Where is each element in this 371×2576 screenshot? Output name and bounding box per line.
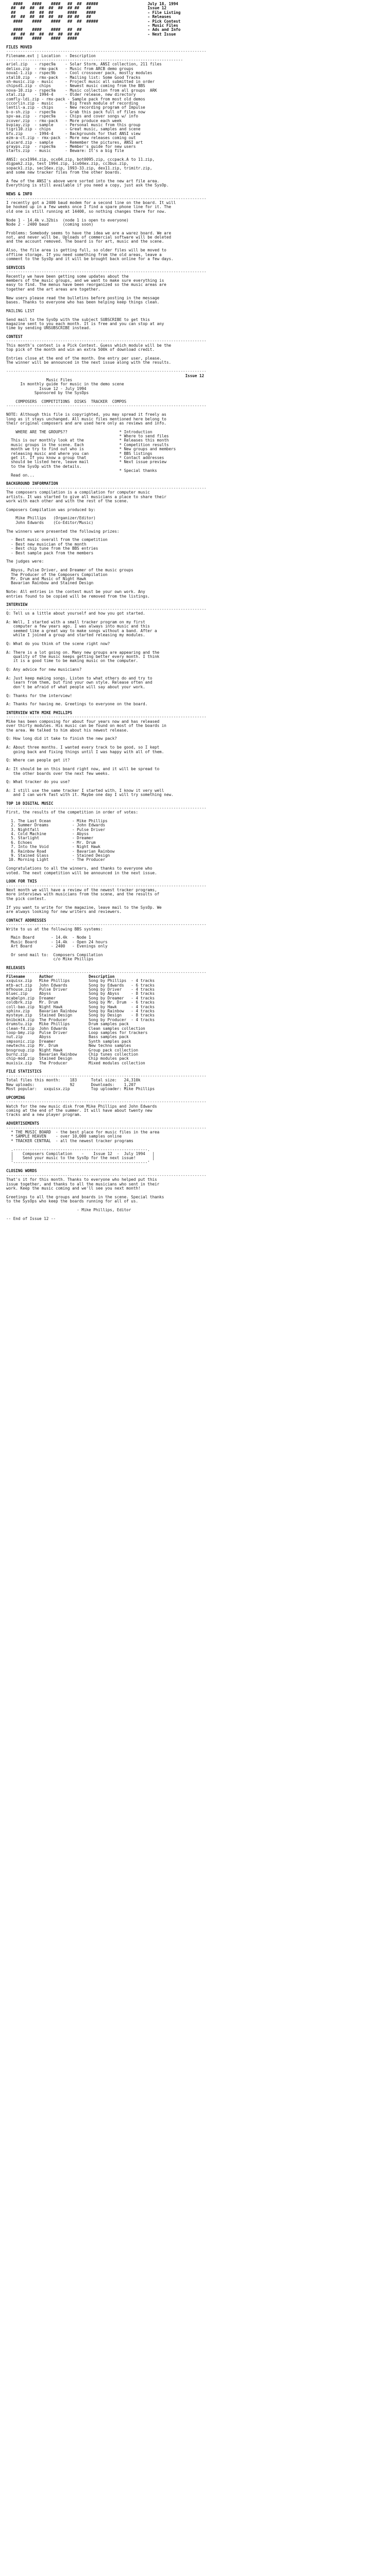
section-line: tigri10.zip - chips - Great music, samples and scene: [6, 127, 141, 132]
release-row: xxquisx.zip Mike Phillips Song by Phillips - 4 tracks: [6, 978, 155, 984]
section-line: nova1-1.zip - rspec9b - Cool crossover pack, mostly modules: [6, 71, 153, 76]
section-line: [6, 304, 365, 309]
spacer: [6, 1117, 365, 1122]
section-line: Mike has been composing for about four years now and has released: [6, 719, 160, 724]
section-title: FILES MOVED: [6, 44, 32, 49]
section-title: RELEASES: [6, 965, 25, 971]
section-line: seemed like a great way to make songs without a band. After a: [6, 628, 157, 633]
divider: -------------------------------------------------------------------------------------: [6, 606, 207, 612]
section-line: Note: All entries in the contest must be your own work. Any: [6, 589, 145, 595]
section-line: Node 2 - 2400 baud (coming soon): [6, 222, 94, 227]
section-line: members of the music groups, and we want to make sure everything is: [6, 278, 164, 283]
section-line: Q: Where can people get it?: [6, 758, 70, 763]
section-line: 4. Cold Machine - Abyss: [6, 832, 89, 836]
section-line: Composers Compilation was produced by:: [6, 507, 96, 512]
release-row: bnsgroup.zip Night Hawk Group pack collection: [6, 1047, 139, 1053]
column-right-line: * Where to send files: [114, 434, 169, 439]
release-row: bnibcmik.zip The Producer Song by Producer - 4 tracks: [6, 1017, 155, 1022]
section-line: old one is still running at 14400, so nothing changes there for now.: [6, 209, 166, 214]
release-row: loop-bmy.zip Pulse Driver Loop samples for trackers: [6, 1030, 148, 1035]
divider: -------------------------------------------------------------------------------------: [6, 269, 207, 275]
divider: -------------------------------------------------------------------------------------: [6, 1073, 207, 1078]
section-line: alucard.zip - sample - Remember the pictures, ANSI art: [6, 140, 143, 145]
section-line: 10. Morning Light - The Producer: [6, 857, 106, 862]
section-title: BACKGROUND INFORMATION: [6, 481, 58, 486]
section-line: - Best music overall from the competition: [6, 537, 108, 543]
logo-row: #### #### #### ## ## #####: [6, 19, 148, 24]
logo-row: #### #### #### ## ## #####: [6, 2, 148, 6]
spacer: [6, 798, 365, 802]
release-row: clean-fd.zip John Edwards Clean samples collection: [6, 1026, 145, 1031]
section-line: Watch for the new music disk from Mike Phillips and John Edwards: [6, 1104, 157, 1109]
toc-item: - Releases: [147, 14, 172, 20]
section-line: This month's contest is a Pick Contest. Guess which module will be the: [6, 343, 172, 348]
section-line: Also, the file area is getting full, so older files will be moved to: [6, 248, 166, 253]
masthead-line: [6, 37, 365, 41]
section-line: Filename.ext | Location - Description: [6, 53, 96, 58]
section-line: ezm-a-ct.zip - rmx-pack - More new releases coming out: [6, 135, 136, 141]
spacer: [6, 1165, 365, 1169]
section-line: A: Well, I started with a small tracker program on my first: [6, 619, 145, 624]
section-line: 9. Stained Glass - Stained Design: [6, 853, 110, 858]
release-row: mfhouse.zip Pulse Driver Song by Driver - 4 tracks: [6, 987, 155, 992]
section-line: Q: Any advice for new musicians?: [6, 667, 82, 672]
spacer: [6, 914, 365, 918]
spacer: [6, 962, 365, 966]
section-line: and some new tracker files from the other boards.: [6, 170, 122, 175]
divider: -------------------------------------------------------------------------------------: [6, 1099, 207, 1105]
release-row: mcabelpn.zip Dreamer Song by Dreamer - 4 tracks: [6, 995, 155, 1001]
section-line: lentil-a.zip - chips - New recording program of Impulse: [6, 105, 145, 110]
spacer: [6, 331, 365, 335]
section-line: are always looking for new writers and reviewers.: [6, 909, 122, 914]
section-line: not, and never will be. Uploads of commercial software will be deleted: [6, 235, 172, 240]
magazine-document: [6, 2, 365, 2576]
section-line: quality of the music keeps getting better every month. I think: [6, 654, 160, 659]
section-line: artists. It was started to give all musicians a place to share their: [6, 494, 166, 499]
section-line: New uploads: 92 Downloads: 1,207: [6, 1082, 136, 1087]
release-row: muxisix.zip The Producer Mixed modules collection: [6, 1060, 145, 1065]
toc-item: - File Listing: [147, 10, 181, 15]
section-line: A few of the ANSI's above were sorted into the new art file area.: [6, 179, 160, 184]
section-line: xtal10.zip - rmx-pack - Mailing list: Some Good Tracks: [6, 75, 141, 80]
section-line: don't be afraid of what people will say about your work.: [6, 684, 145, 689]
section-line: Art Board - 2400 - Evenings only: [6, 944, 108, 949]
section-line: computer a few years ago. I was always into music and this: [6, 624, 150, 629]
divider: -------------------------------------------------------------------------------------: [6, 1125, 207, 1130]
section-title: CONTEST: [6, 334, 23, 340]
section-line: cccorlin.zip - music - Big fresh module of recording: [6, 100, 139, 106]
section-line: comfly-ldi.zip - rmx-pack - Sample pack from most old demos: [6, 96, 145, 101]
section-line: 1. The Last Ocean - Mike Phillips: [6, 818, 108, 823]
section-line: nova-10.zip - rspec9a - Music collection from all groups ARK: [6, 88, 157, 93]
section-line: it is a good time to be making music on the computer.: [6, 658, 139, 664]
section-line: Next month we will have a review of the newest tracker programs,: [6, 888, 157, 893]
section-line: 6. Echoes - Mr. Drum: [6, 840, 96, 845]
section-line: time by sending UNSUBSCRIBE instead.: [6, 326, 91, 331]
section-line: ---------------------------------------------------------------------------: [6, 58, 183, 63]
issue-label: Issue 12: [147, 6, 166, 11]
section-line: First, the results of the competition in order of votes:: [6, 810, 139, 815]
section-line: more interviews with musicians from the scene, and the results of: [6, 892, 160, 897]
section-line: bvpiay.zip - sample - Personal music from this group: [6, 122, 141, 127]
section-line: | Composers Compilation - Issue 12 - July 1994 |: [6, 1151, 155, 1156]
release-row: coll-bao.zip Night Hawk Song by Hawk - 4 tracks: [6, 1004, 155, 1009]
masthead-logo: [6, 2, 365, 41]
section-line: Most popular: xxquisx.zip Top uploader: Mike Phillips: [6, 1087, 155, 1092]
column-right-line: * Next issue preview: [114, 460, 166, 465]
section-line: be hooked up in a few weeks once I find a spare phone line for it. The: [6, 205, 172, 210]
section-line: Send mail to the SysOp with the subject SUBSCRIBE to get this: [6, 317, 150, 322]
section-line: chipsd1.zip - chips - Newest music coming from the BBS: [6, 83, 145, 89]
section-line: Node 1 - 14.4k v.32bis (node 1 is open to everyone): [6, 217, 129, 223]
release-row: mtb-act.zip John Edwards Song by Edwards - 6 tracks: [6, 982, 155, 988]
section-line: work with each other and with the rest of the scene.: [6, 498, 129, 503]
column-left-line: This is our monthly look at the: [6, 438, 115, 443]
spacer: [6, 478, 365, 482]
release-row: nut.zip Abyss Bass samples pack: [6, 1035, 129, 1040]
logo-row: ## ## ## ## ## ## ## ## ##: [6, 6, 148, 11]
releases-header: Filename Author Description: [6, 974, 115, 979]
section-title: UPCOMING: [6, 1095, 25, 1100]
section-line: I recently got a 2400 baud modem for a second line on the board. It will: [6, 200, 176, 205]
notice-line: NOTE: Although this file is copyrighted, you may spread it freely as: [6, 412, 166, 417]
section-line: The Producer of the Composers Compilation: [6, 572, 108, 577]
panel-issue-number: Issue 12: [6, 373, 205, 378]
toc-item: - Ads and Info: [147, 27, 181, 32]
section-line: [6, 1212, 365, 1216]
column-right-line: * Special thanks: [114, 468, 157, 473]
spacer: [6, 188, 365, 192]
section-line: while I joined a group and started releasing my modules.: [6, 633, 145, 638]
spacer: [6, 41, 365, 45]
section-line: * SAMPLE HEAVEN - over 10,000 samples online: [6, 1134, 122, 1139]
section-line: comment to the SysOp and it will be brought back online for a few days.: [6, 257, 174, 262]
spacer: [6, 1091, 365, 1095]
release-row: sphinx.zip Bavarian Rainbow Song by Rainbow - 4 tracks: [6, 1009, 155, 1014]
section-line: delixo.zip - rmx-pack - Music from ARCB demo groups: [6, 66, 133, 71]
column-right-line: * New groups and members: [114, 447, 176, 452]
section-line: going back and fixing things until I was happy with all of them.: [6, 749, 164, 754]
panel-line: Sponsored by the SysOps: [6, 391, 89, 396]
spacer: [6, 875, 365, 879]
divider: -------------------------------------------------------------------------------------: [6, 485, 207, 490]
divider: -------------------------------------------------------------------------------------: [6, 338, 207, 344]
column-right-line: * Contact addresses: [114, 455, 164, 461]
panel-line: COMPOSERS COMPETITIONS DISKS TRACKER COMPOS: [6, 399, 127, 404]
section-line: top pick of the month and win an extra 500k of download credit.: [6, 347, 155, 352]
section-line: voted. The next competition will be announced in the next issue.: [6, 870, 157, 875]
release-row: chip-mod.zip Stained Design Chip modules pack: [6, 1056, 129, 1061]
section-line: Mike Phillips (Organizer/Editor): [6, 516, 96, 521]
section-line: bfx.zip - 1994-4 - Backgrounds for that ANSI view: [6, 131, 141, 136]
section-line: Congratulations to all the winners, and thanks to everyone who: [6, 866, 153, 871]
logo-row: #### #### #### ####: [6, 36, 148, 41]
section-title: ADVERTISEMENTS: [6, 1121, 40, 1126]
section-line: c/o Mike Phillips: [6, 957, 94, 962]
spacer: [6, 599, 365, 603]
column-right-line: * Competition results: [114, 442, 169, 447]
column-left-line: music groups in the scene. Each: [6, 442, 115, 447]
section-line: digpak2.zip, test 1994.zip, 1cx04ex.zip, cc3bus.zip,: [6, 161, 129, 166]
section-line: New users please read the bulletins before posting in the message: [6, 295, 160, 300]
section-title: FILE STATISTICS: [6, 1069, 42, 1074]
section-line: - Best chip tune from the BBS entries: [6, 546, 98, 551]
divider: -------------------------------------------------------------------------------------: [6, 883, 207, 888]
section-line: to the SysOps who keep the boards running for all of us.: [6, 1199, 139, 1204]
release-row: newtechs.zip Mr. Drum New techno samples: [6, 1043, 131, 1048]
section-line: sh-music.zip - music - Project music all submitted in order: [6, 79, 155, 84]
section-line: - Best sample pack from the members: [6, 550, 94, 555]
section-line: Q: What do you think of the scene right now?: [6, 641, 110, 646]
section-line: coming at the end of the summer. It will have about twenty new: [6, 1108, 153, 1113]
column-left-line: Read on...: [6, 472, 115, 478]
column-left-line: get it. If you know a group that: [6, 455, 115, 461]
divider: -------------------------------------------------------------------------------------: [6, 1173, 207, 1178]
section-line: Q: What tracker do you use?: [6, 779, 70, 785]
issue-date: July 18, 1994: [147, 2, 178, 6]
section-line: zcover.zip - rmx-pack - More produce each week: [6, 118, 122, 123]
divider: -------------------------------------------------------------------------------------: [6, 196, 207, 201]
toc-item: - Pick Contest: [147, 19, 181, 24]
section-line: '---------------------------------------------------------': [6, 1160, 150, 1165]
section-line: Bavarian Rainbow and Stained Design: [6, 581, 94, 586]
section-line: sopack1.zip, sec16ex.zip, 1993-33.zip, dex11.zip, trimitr.zip,: [6, 165, 153, 171]
release-row: drumstu.zip Mike Phillips Drum samples pack: [6, 1022, 129, 1027]
section-line: Problems: Somebody seems to have the idea we are a warez board. We are: [6, 230, 172, 235]
section-line: Q: How long did it take to finish the new pack?: [6, 736, 117, 741]
column-left-line: month we try to find out who is: [6, 447, 115, 452]
section-line: * TRACKER CENTRAL - all the newest tracker programs: [6, 1138, 133, 1143]
divider: -------------------------------------------------------------------------------------: [6, 403, 207, 409]
section-line: A: Just keep making songs. Listen to what others do and try to: [6, 675, 153, 681]
section-line: Abyss, Pulse Driver, and Dreamer of the music groups: [6, 568, 133, 573]
release-row: coldbrk.zip Mr. Drum Song by Mr. Drum - 6 tracks: [6, 1000, 155, 1005]
section-line: 7. Into the Void - Night Hawk: [6, 844, 100, 850]
divider: -------------------------------------------------------------------------------------: [6, 49, 207, 54]
column-row: [6, 473, 365, 478]
section-title: CONTACT ADDRESSES: [6, 918, 46, 923]
section-line: Recently we have been getting some updates about the: [6, 274, 129, 279]
panel-line: Issue 12 - July 1994: [6, 386, 87, 391]
column-right-line: * Releases this month: [114, 438, 169, 443]
section-title: SERVICES: [6, 265, 25, 270]
section-line: 3. Nightfall - Pulse Driver: [6, 827, 106, 832]
section-line: Or send mail to: Composers Compilation: [6, 952, 103, 957]
section-line: That's it for this month. Thanks to everyone who helped put this: [6, 1177, 157, 1182]
section-line: A: I still use the same tracker I started with. I know it very well: [6, 788, 164, 793]
section-line: issue together, and thanks to all the musicians who sent in their: [6, 1181, 160, 1187]
section-line: | Send your music to the SysOp for the next issue! |: [6, 1156, 155, 1161]
section-line: starts.zip - music - Beware: It's a big file: [6, 148, 124, 154]
section-line: A: It should be on this board right now, and it will be spread to: [6, 767, 160, 772]
section-line: -- End of Issue 12 --: [6, 1216, 56, 1221]
release-row: smpsonic.zip Dreamer Synth samples pack: [6, 1039, 131, 1044]
section-line: * THE MUSIC BOARD - the best place for music files in the area: [6, 1129, 160, 1134]
section-line: work. Keep the music coming and we'll see you next month!: [6, 1186, 141, 1191]
release-row: bluec.zip Abyss Song by Abyss - 8 tracks: [6, 991, 155, 996]
section-line: over thirty modules. His music can be found on most of the boards in: [6, 723, 166, 728]
panel-line: Music Files: [6, 377, 73, 382]
section-line: Everything is still available if you need a copy, just ask the SysOp.: [6, 183, 169, 188]
section-line: Main Board - 14.4k - Node 1: [6, 935, 91, 940]
section-line: 8. Rainbow Road - Bavarian Rainbow: [6, 849, 115, 854]
section-line: .---------------------------------------------------------.: [6, 1147, 150, 1152]
section-line: ariel.zip - rspec9a - Solar Storm, ANSI collection, 211 files: [6, 62, 162, 67]
divider: -------------------------------------------------------------------------------------: [6, 970, 207, 975]
divider: -------------------------------------------------------------------------------------: [6, 715, 207, 720]
section-line: Greetings to all the groups and boards in the scene. Special thanks: [6, 1194, 164, 1199]
section-line: bases. Thanks to everyone who has been helping keep things clean.: [6, 299, 160, 304]
column-right-line: * BBS listings: [114, 451, 153, 456]
spacer: [6, 1065, 365, 1070]
logo-row: ## ## ## ## #### ####: [6, 10, 148, 15]
divider: -------------------------------------------------------------------------------------: [6, 922, 207, 927]
toc-item: - Next Issue: [147, 31, 176, 37]
section-line: John Edwards (Co-Editor/Music): [6, 520, 94, 525]
section-line: If you want to write for the magazine, leave mail to the SysOp. We: [6, 905, 162, 910]
divider: -------------------------------------------------------------------------------------: [6, 805, 207, 810]
section-line: Entries close at the end of the month. One entry per user, please.: [6, 356, 162, 361]
logo-row: ## ## ## ## ## ## ## ##: [6, 31, 148, 37]
spacer: [6, 1221, 365, 1225]
release-row: mysteye.zip Stained Design Song by Design - 8 tracks: [6, 1013, 155, 1018]
section-line: entries found to be copied will be removed from the listings.: [6, 594, 150, 599]
column-right-line: * Introduction: [114, 429, 153, 434]
section-line: [6, 555, 365, 560]
section-title: INTERVIEW: [6, 602, 28, 607]
section-line: grayps.zip - rspec9a - Member's guide for new users: [6, 144, 136, 149]
section-line: MAILING LIST: [6, 308, 35, 313]
section-title: NEWS & INFO: [6, 192, 32, 197]
section-line: Mr. Drum and Music of Night Hawk: [6, 576, 87, 581]
section-title: CLOSING WORDS: [6, 1168, 37, 1174]
section-line: A: There is a lot going on. Many new groups are appearing and the: [6, 650, 160, 655]
section-line: Q: Tell us a little about yourself and how you got started.: [6, 611, 145, 616]
section-line: magazine sent to you each month. It is free and you can stop at any: [6, 321, 164, 326]
section-line: together and the art areas are together.: [6, 286, 100, 292]
section-line: 2. Summer Dreams - John Edwards: [6, 823, 106, 828]
section-line: - Best new musician of the month: [6, 541, 87, 547]
section-line: and I can work fast with it. Maybe one day I will try something new.: [6, 792, 174, 798]
toc-item: - Music Files: [147, 23, 178, 28]
section-line: Write to us at the following BBS systems:: [6, 926, 103, 931]
divider: -------------------------------------------------------------------------------------: [6, 369, 207, 374]
section-line: ANSI: ocx1994.zip, ocx04.zip, bot0095.zip, cccpack.A to 11.zip,: [6, 157, 155, 162]
logo-row: ## ## ## ## ## ## ## ## ##: [6, 14, 148, 20]
section-line: the other boards over the next few weeks.: [6, 771, 110, 776]
section-line: Total files this month: 183 Total size: 24,310k: [6, 1078, 141, 1083]
section-line: easy to find. The menus have been reorganized so the music areas are: [6, 282, 166, 287]
section-title: INTERVIEW WITH MIKE PHILLIPS: [6, 710, 73, 716]
section-line: Music Board - 14.4k - Open 24 hours: [6, 939, 108, 944]
section-line: The judges were:: [6, 559, 44, 564]
logo-row: #### #### #### ## ##: [6, 27, 148, 32]
column-left-line: to the SysOp with the details.: [6, 464, 115, 469]
section-line: and the account removed. The board is for art, music and the scene.: [6, 239, 164, 244]
section-line: A: About three months. I wanted every track to be good, so I kept: [6, 745, 160, 750]
release-row: burnz.zip Bavarian Rainbow Chip tunes collection: [6, 1052, 139, 1057]
section-line: the pick contest.: [6, 896, 46, 901]
section-line: - Mike Phillips, Editor: [6, 1207, 131, 1212]
section-line: A: Thanks for having me. Greetings to everyone on the board.: [6, 702, 148, 707]
section-title: LOOK FOR THIS: [6, 879, 37, 884]
section-line: tracks and a new player program.: [6, 1112, 82, 1117]
notice-line: long as it stays unchanged. All music files mentioned here belong to: [6, 416, 166, 421]
section-line: the area. We talked to him about his newest release.: [6, 727, 129, 733]
column-left-line: WHERE ARE THE GROUPS??: [6, 429, 115, 434]
section-line: learn from them, but find your own style. Release often and: [6, 680, 153, 685]
section-line: spv-aa.zip - rspec9a - Chips and cover songs w/ info: [6, 114, 139, 119]
column-left-line: releasing music and where you can: [6, 451, 115, 456]
notice-line: their original composers and are used here only as reviews and info.: [6, 420, 166, 426]
section-line: 5. Starlight - Dreamer: [6, 836, 94, 841]
panel-line: In monthly guide for music in the demo scene: [6, 382, 124, 387]
section-line: xtal.zip - 1994-4 - Older release, new directory: [6, 92, 136, 97]
section-line: The winners were presented the following prizes:: [6, 529, 120, 534]
section-line: The composers compilation is a compilation for computer music: [6, 490, 150, 495]
section-line: b-o-sh.zip - rspec9a - Grab this pack full of files now: [6, 109, 145, 114]
column-left-line: should be listed here, leave mail: [6, 460, 115, 465]
section-title: TOP 10 DIGITAL MUSIC: [6, 801, 54, 806]
section-line: The winner will be announced in the next issue along with the results.: [6, 360, 172, 365]
spacer: [6, 261, 365, 265]
section-line: offline storage. If you need something from the old areas, leave a: [6, 252, 162, 257]
section-line: Q: Thanks for the interview!: [6, 693, 73, 698]
